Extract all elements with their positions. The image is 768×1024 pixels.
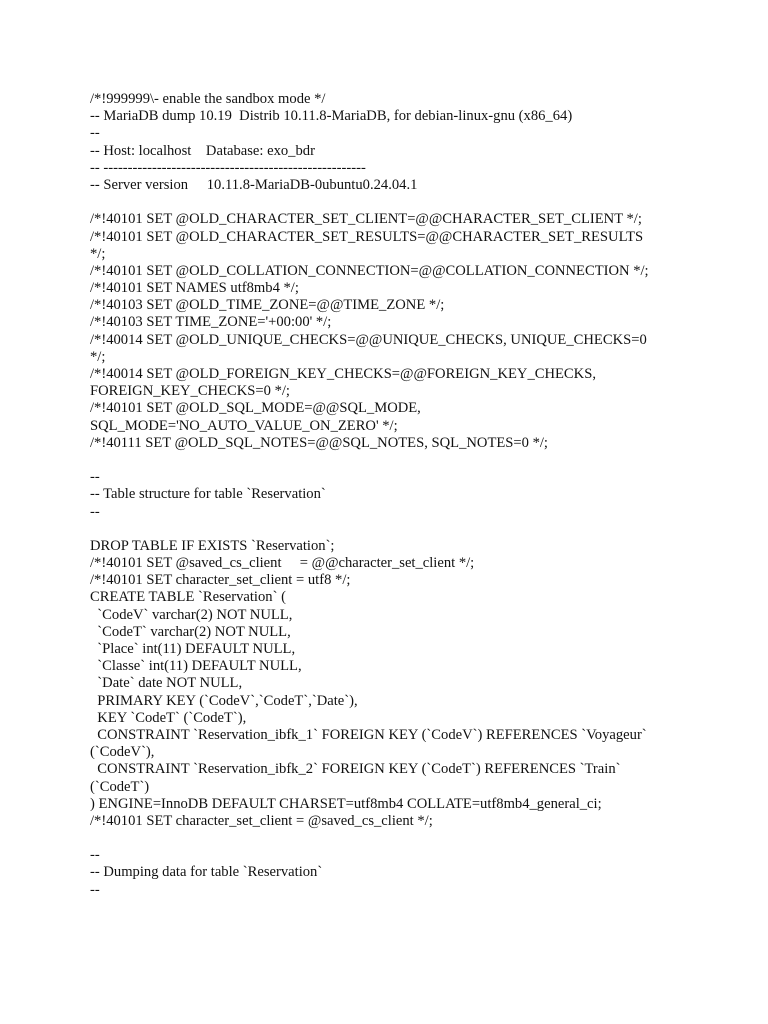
text-line: -- Table structure for table `Reservation` — [90, 486, 326, 503]
blank-line — [90, 521, 680, 538]
text-line: -- Dumping data for table `Reservation` — [90, 864, 323, 881]
text-line: ) ENGINE=InnoDB DEFAULT CHARSET=utf8mb4 COLLATE=utf8mb4_general_ci; — [90, 795, 602, 812]
text-line: /*!40101 SET character_set_client = utf8 */; — [90, 572, 351, 589]
text-line: -- — [90, 503, 100, 520]
text-line: -- — [90, 125, 100, 142]
text-line: DROP TABLE IF EXISTS `Reservation`; — [90, 537, 335, 554]
text-line: /*!40103 SET @OLD_TIME_ZONE=@@TIME_ZONE */; — [90, 297, 445, 314]
text-line: /*!40014 SET @OLD_UNIQUE_CHECKS=@@UNIQUE_CHECKS, UNIQUE_CHECKS=0 — [90, 331, 647, 348]
text-line: /*!40101 SET @OLD_COLLATION_CONNECTION=@@COLLATION_CONNECTION */; — [90, 262, 649, 279]
text-line: /*!40101 SET @OLD_CHARACTER_SET_RESULTS=@@CHARACTER_SET_RESULTS — [90, 228, 644, 245]
blank-line — [90, 194, 680, 211]
text-line: KEY `CodeT` (`CodeT`), — [90, 709, 247, 726]
text-line: `Date` date NOT NULL, — [90, 675, 243, 692]
text-line: CONSTRAINT `Reservation_ibfk_1` FOREIGN KEY (`CodeV`) REFERENCES `Voyageur` — [90, 726, 647, 743]
text-line: -- — [90, 469, 100, 486]
text-line: CONSTRAINT `Reservation_ibfk_2` FOREIGN KEY (`CodeT`) REFERENCES `Train` — [90, 761, 621, 778]
text-line: /*!40101 SET @OLD_CHARACTER_SET_CLIENT=@@CHARACTER_SET_CLIENT */; — [90, 211, 642, 228]
blank-line — [90, 452, 680, 469]
blank-line — [90, 830, 680, 847]
text-line: (`CodeT`) — [90, 778, 150, 795]
text-line: */; — [90, 348, 106, 365]
text-line: PRIMARY KEY (`CodeV`,`CodeT`,`Date`), — [90, 692, 358, 709]
text-line: /*!40103 SET TIME_ZONE='+00:00' */; — [90, 314, 332, 331]
text-line: -- Server version 10.11.8-MariaDB-0ubuntu0.24.04.1 — [90, 176, 418, 193]
text-line: -- MariaDB dump 10.19 Distrib 10.11.8-MariaDB, for debian-linux-gnu (x86_64) — [90, 108, 573, 125]
text-line: FOREIGN_KEY_CHECKS=0 */; — [90, 383, 290, 400]
text-line: (`CodeV`), — [90, 744, 155, 761]
sql-dump-text — [90, 91, 680, 899]
text-line: /*!40101 SET NAMES utf8mb4 */; — [90, 280, 299, 297]
text-line: -- — [90, 847, 100, 864]
text-line: /*!999999\- enable the sandbox mode */ — [90, 91, 326, 107]
text-line: -- — [90, 881, 100, 898]
text-line: */; — [90, 245, 106, 262]
text-line: `CodeT` varchar(2) NOT NULL, — [90, 623, 291, 640]
text-line: SQL_MODE='NO_AUTO_VALUE_ON_ZERO' */; — [90, 417, 398, 434]
text-line: -- Host: localhost Database: exo_bdr — [90, 142, 315, 159]
text-line: /*!40014 SET @OLD_FOREIGN_KEY_CHECKS=@@FOREIGN_KEY_CHECKS, — [90, 366, 596, 382]
text-line: /*!40111 SET @OLD_SQL_NOTES=@@SQL_NOTES, SQL_NOTES=0 */; — [90, 434, 548, 451]
text-line: -- ------------------------------------------------------ — [90, 159, 366, 176]
text-line: CREATE TABLE `Reservation` ( — [90, 589, 286, 606]
text-line: `Place` int(11) DEFAULT NULL, — [90, 641, 296, 657]
text-line: /*!40101 SET character_set_client = @saved_cs_client */; — [90, 812, 433, 829]
text-line: /*!40101 SET @OLD_SQL_MODE=@@SQL_MODE, — [90, 400, 421, 417]
text-line: `Classe` int(11) DEFAULT NULL, — [90, 658, 302, 675]
text-line: `CodeV` varchar(2) NOT NULL, — [90, 606, 293, 623]
text-line: /*!40101 SET @saved_cs_client = @@character_set_client */; — [90, 555, 475, 572]
